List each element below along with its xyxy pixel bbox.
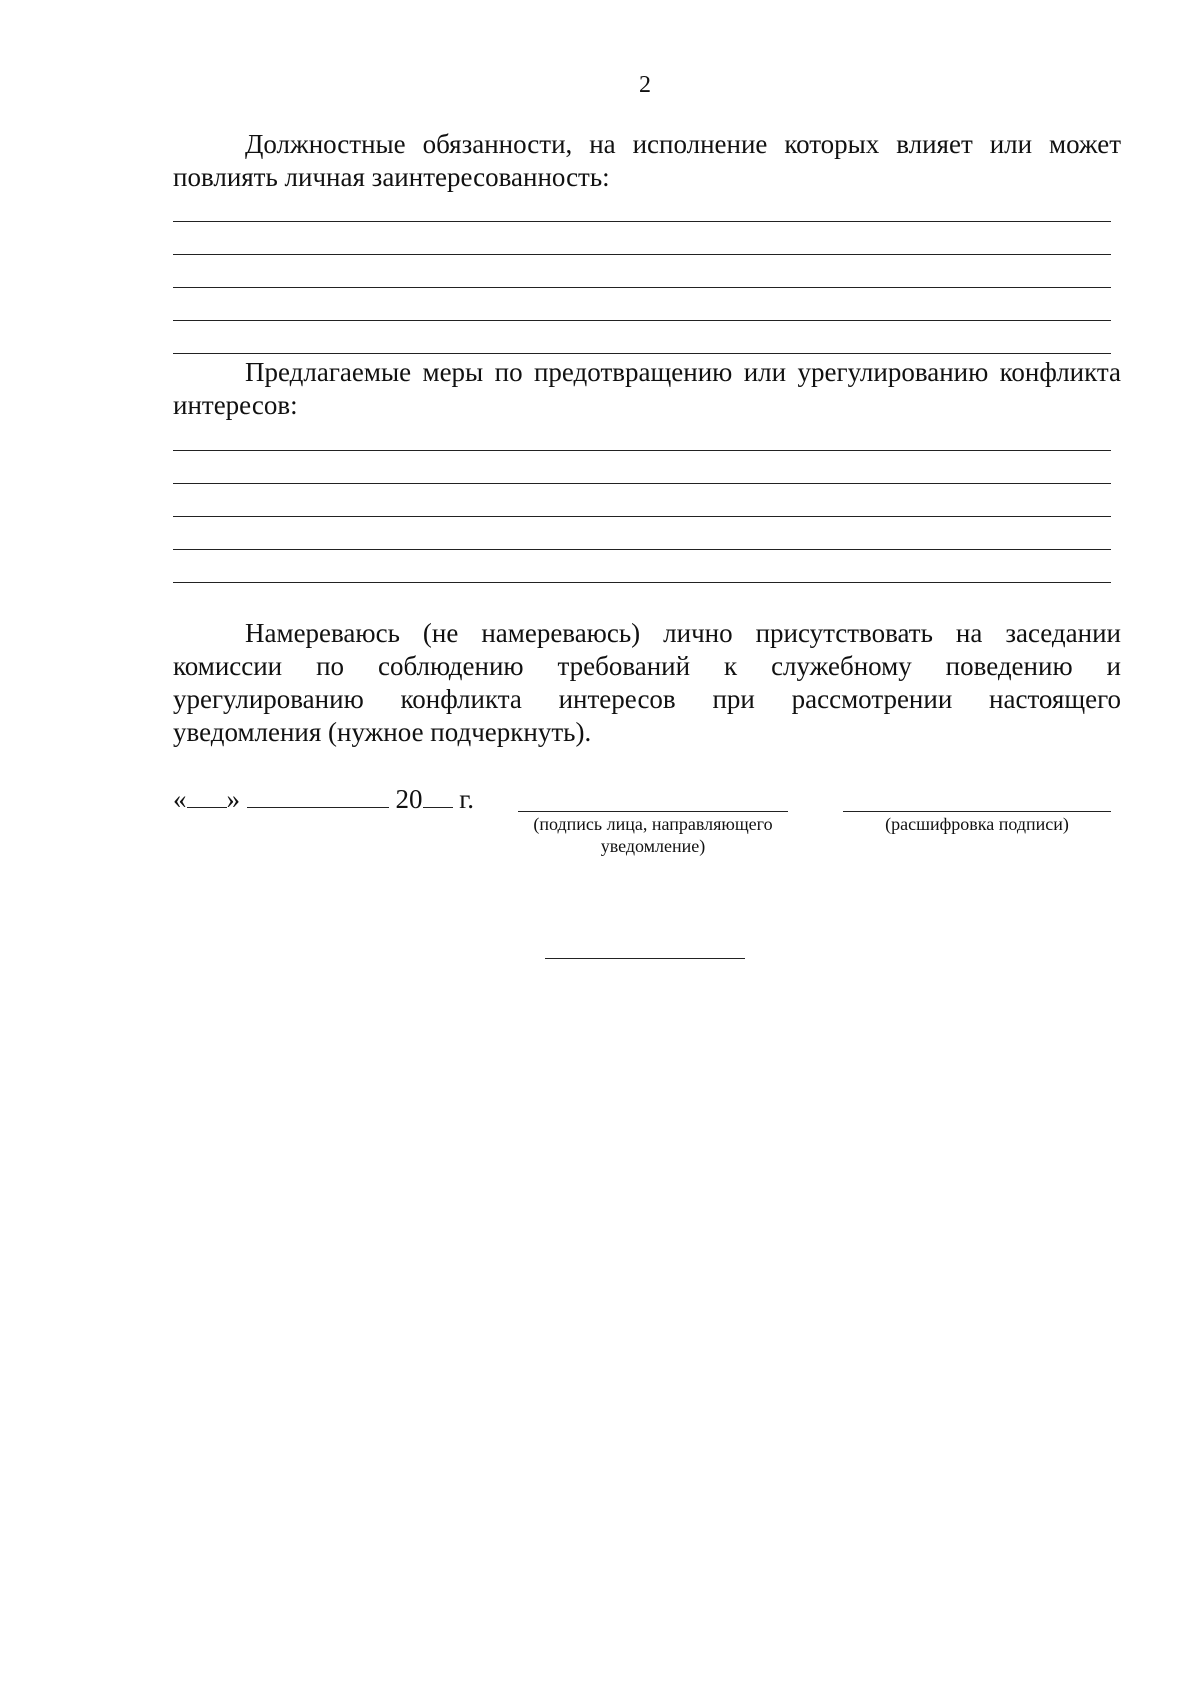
date-close-quote: » (226, 784, 240, 814)
year-suffix: г. (459, 784, 475, 814)
duties-blank-line-2[interactable] (173, 254, 1111, 255)
duties-paragraph: Должностные обязанности, на исполнение которых влияет или может повлиять личная заинтересованность: (173, 129, 1121, 192)
measures-paragraph: Предлагаемые меры по предотвращению или урегулированию конфликта интересов: (173, 357, 1121, 420)
day-blank[interactable] (187, 783, 227, 808)
signature-decoding-caption: (расшифровка подписи) (885, 814, 1069, 834)
date-open-quote: « (173, 784, 187, 814)
duties-blank-line-4[interactable] (173, 320, 1111, 321)
measures-blank-line-1[interactable] (173, 450, 1111, 451)
measures-blank-line-2[interactable] (173, 483, 1111, 484)
measures-blank-line-3[interactable] (173, 516, 1111, 517)
month-blank[interactable] (247, 783, 389, 808)
year-prefix: 20 (395, 784, 423, 814)
intent-paragraph: Намереваюсь (не намереваюсь) лично присутствовать на заседании комиссии по соблюдению требований к служебному поведению и урегулированию конфликта интересов при рассмотрении настоящего уведомления (нужное подчеркнуть). (173, 618, 1121, 747)
duties-blank-line-1[interactable] (173, 221, 1111, 222)
duties-blank-line-5[interactable] (173, 353, 1111, 354)
measures-blank-line-5[interactable] (173, 582, 1111, 583)
end-separator-line (545, 958, 745, 959)
signature-line[interactable] (518, 811, 788, 812)
page-number: 2 (639, 72, 651, 98)
date-field (173, 783, 474, 814)
signature-caption: (подпись лица, направляющего уведомление) (533, 814, 773, 856)
year-blank[interactable] (423, 783, 453, 808)
measures-blank-line-4[interactable] (173, 549, 1111, 550)
duties-blank-line-3[interactable] (173, 287, 1111, 288)
signature-decoding-line[interactable] (843, 811, 1111, 812)
